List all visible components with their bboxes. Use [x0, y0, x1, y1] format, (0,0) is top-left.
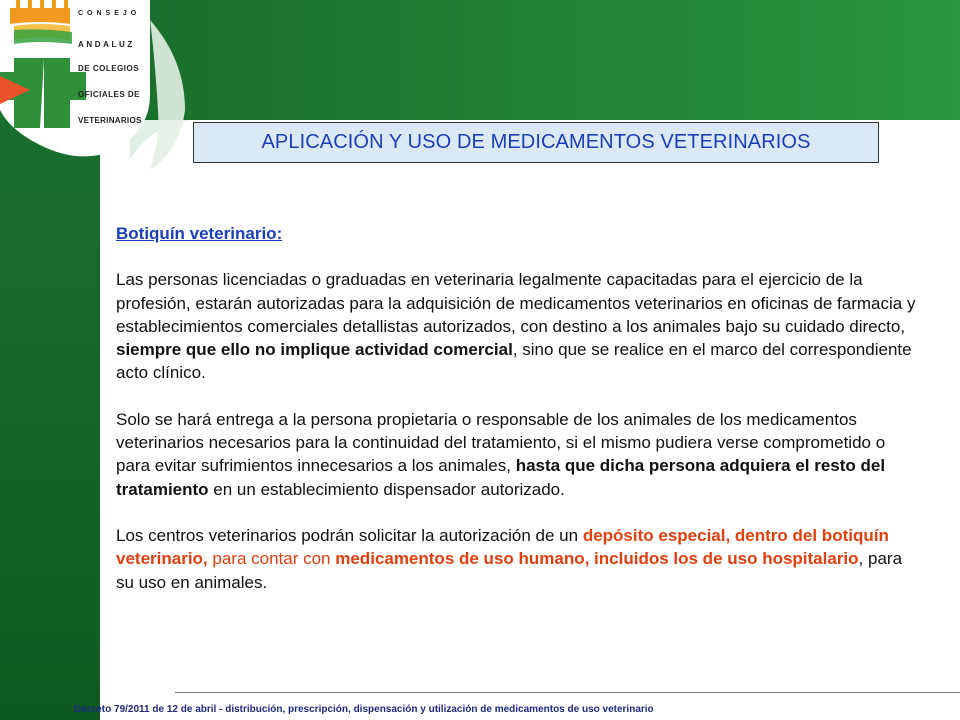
p2-text-1: Solo se hará entrega a la persona propietaria o responsable de los animales de los medicamentos veterinarios necesarios para la continuidad del tratamiento, si el mismo pudiera verse comprometido o para evitar sufrimientos innecesarios a los animales,: [116, 409, 886, 476]
footer-part-3: de abril - distribución, prescripción, dispensación y utilización de medicamentos de uso veterinario: [177, 704, 654, 715]
logo-word-consejo: CONSEJO: [78, 10, 141, 17]
logo-word-veterinarios: VETERINARIOS: [78, 116, 142, 125]
logo-word-andaluz: ANDALUZ: [78, 40, 135, 49]
paragraph-1: [116, 268, 916, 384]
p1-text-1: Las personas licenciadas o graduadas en veterinaria legalmente capacitadas para el ejercicio de la profesión, estarán autorizadas para la adquisición de medicamentos veterinarios en oficinas de farmacia y establecimientos comerciales detallistas autorizados, con destino a los animales bajo su cuidado directo,: [116, 270, 916, 336]
paragraph-2: [116, 408, 916, 501]
p3-text-1: Los centros veterinarios podrán solicitar la autorización de un: [116, 525, 583, 545]
section-heading-paragraph: [116, 222, 916, 245]
p2-bold-1: hasta que dicha persona adquiera el resto del tratamiento: [116, 456, 886, 499]
p3-red-plain-1: para contar con: [207, 549, 336, 569]
footer-part-2: de: [149, 704, 167, 715]
section-heading: Botiquín veterinario:: [116, 224, 283, 243]
p3-red-1: depósito especial, dentro del botiquín veterinario,: [116, 525, 889, 569]
p1-bold-1: siempre que ello no implique actividad comercial: [116, 340, 513, 360]
p1-text-2: , sino que se realice en el marco del correspondiente acto clínico.: [116, 340, 912, 383]
logo-word-oficiales: OFICIALES DE: [78, 90, 141, 99]
logo-word-colegios: DE COLEGIOS: [78, 64, 140, 73]
p3-text-2: , para su uso en animales.: [116, 549, 903, 592]
slide-title: APLICACIÓN Y USO DE MEDICAMENTOS VETERINARIOS: [261, 131, 811, 153]
footer-num-2: 12: [166, 704, 178, 715]
title-box: [193, 122, 879, 163]
footer-part-1: Decreto: [74, 704, 115, 715]
p2-text-2: en un establecimiento dispensador autorizado.: [208, 479, 565, 499]
paragraph-3: [116, 524, 916, 594]
footer-caption: [74, 704, 654, 715]
p3-red-2: medicamentos de uso humano, incluidos los de uso hospitalario: [335, 549, 859, 569]
footer-num-1: 79/2011: [114, 704, 150, 715]
main-content: [116, 222, 916, 617]
footer-divider: [175, 692, 960, 693]
